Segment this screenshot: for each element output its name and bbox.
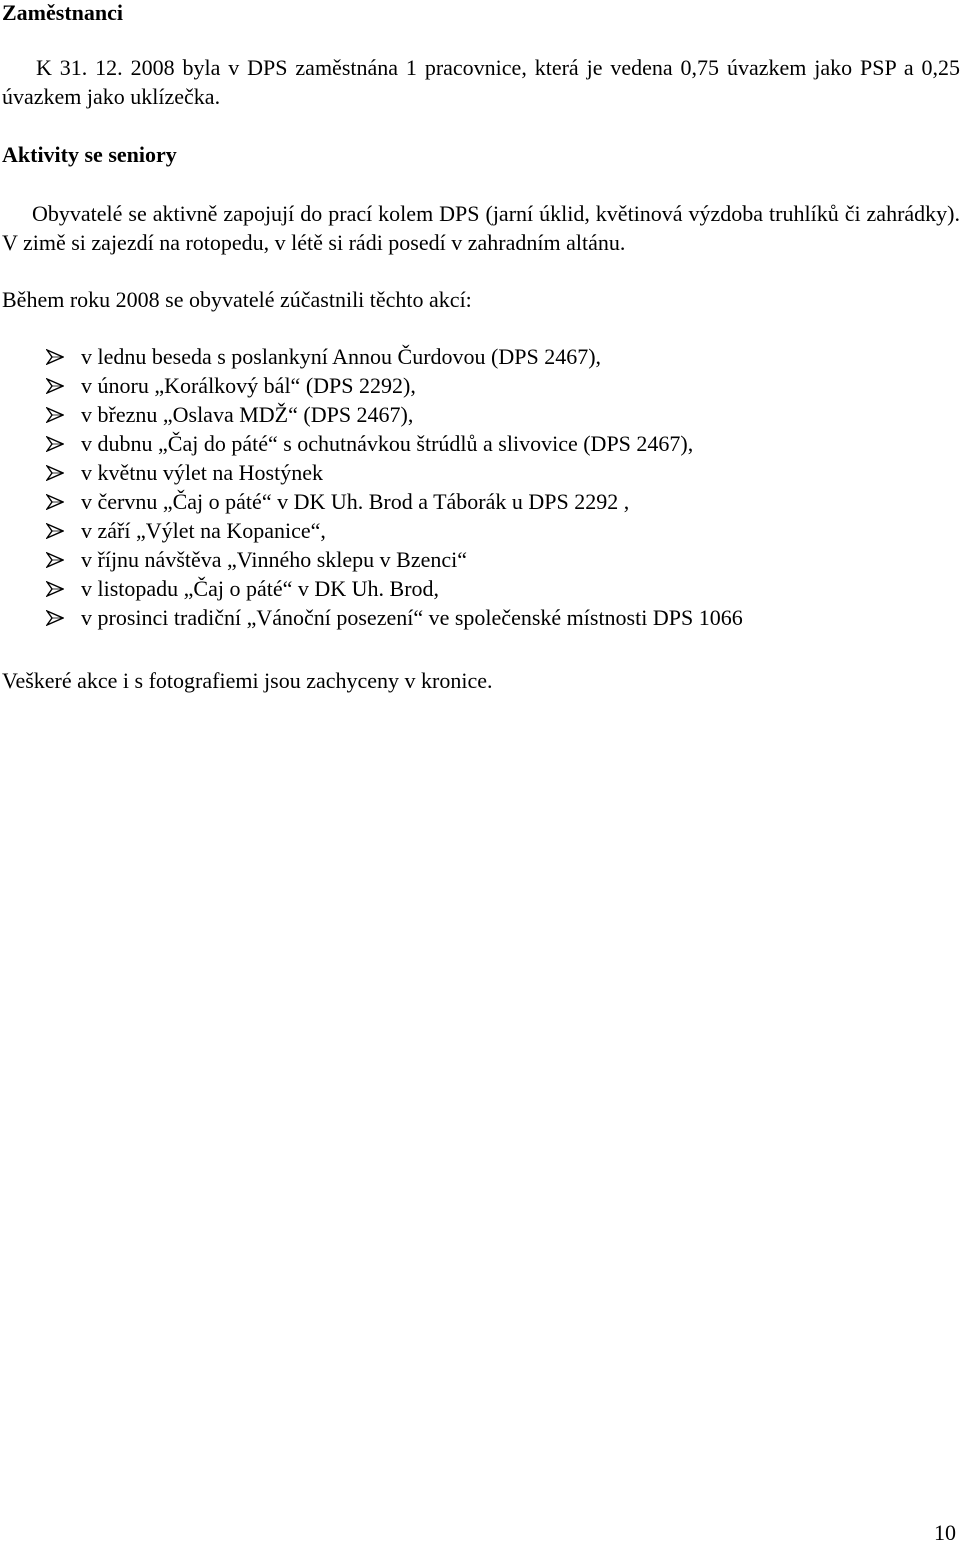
arrowhead-bullet-icon [46,349,64,365]
heading-activities: Aktivity se seniory [2,142,177,167]
arrowhead-bullet-icon [46,436,64,452]
list-item-text: v únoru „Korálkový bál“ (DPS 2292), [81,373,416,398]
arrowhead-bullet-icon [46,523,64,539]
arrowhead-bullet-icon [46,465,64,481]
list-item-text: v březnu „Oslava MDŽ“ (DPS 2467), [81,402,414,427]
page-number: 10 [934,1520,956,1545]
list-item-text: v červnu „Čaj o páté“ v DK Uh. Brod a Táborák u DPS 2292 , [81,489,630,514]
events-intro: Během roku 2008 se obyvatelé zúčastnili těchto akcí: [2,287,472,312]
list-item-text: v září „Výlet na Kopanice“, [81,518,326,543]
paragraph-staff-text: K 31. 12. 2008 byla v DPS zaměstnána 1 pracovnice, která je vedena 0,75 úvazkem jako PSP a 0,25 úvazkem jako uklízečka. [2,55,960,109]
arrowhead-bullet-icon [46,378,64,394]
list-item-text: v prosinci tradiční „Vánoční posezení“ ve společenské místnosti DPS 1066 [81,605,743,630]
list-item [0,574,743,603]
arrowhead-bullet-icon [46,581,64,597]
arrowhead-bullet-icon [46,552,64,568]
list-item [0,429,743,458]
list-item [0,516,743,545]
list-item [0,371,743,400]
paragraph-activities-text: Obyvatelé se aktivně zapojují do prací kolem DPS (jarní úklid, květinová výzdoba truhlíků či zahrádky). V zimě si zajezdí na rotopedu, v létě si rádi posedí v zahradním altánu. [2,201,960,255]
list-item [0,545,743,574]
list-item [0,342,743,371]
list-item [0,458,743,487]
list-item-text: v říjnu návštěva „Vinného sklepu v Bzenci“ [81,547,468,572]
list-item-text: v lednu beseda s poslankyní Annou Čurdovou (DPS 2467), [81,344,602,369]
list-item [0,603,743,632]
list-item-text: v dubnu „Čaj do páté“ s ochutnávkou štrúdlů a slivovice (DPS 2467), [81,431,694,456]
arrowhead-bullet-icon [46,610,64,626]
paragraph-staff [2,53,960,111]
list-item [0,400,743,429]
arrowhead-bullet-icon [46,407,64,423]
list-item [0,487,743,516]
heading-staff: Zaměstnanci [2,0,123,25]
paragraph-activities [2,199,960,257]
list-item-text: v květnu výlet na Hostýnek [81,460,323,485]
arrowhead-bullet-icon [46,494,64,510]
closing-paragraph: Veškeré akce i s fotografiemi jsou zachyceny v kronice. [2,668,493,693]
list-item-text: v listopadu „Čaj o páté“ v DK Uh. Brod, [81,576,440,601]
events-list [0,342,743,632]
